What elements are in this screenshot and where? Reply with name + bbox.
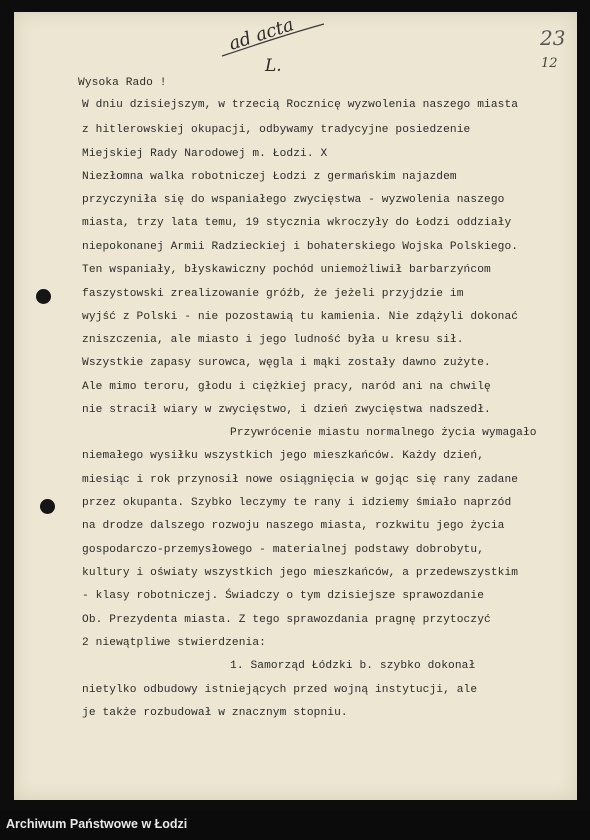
text-line: wyjść z Polski - nie pozostawią tu kamienia. Nie zdążyli dokonać [82,311,519,323]
text-line: - klasy robotniczej. Świadczy o tym dzisiejsze sprawozdanie [82,590,485,602]
text-line: miesiąc i rok przynosił nowe osiągnięcia w gojąc się rany zadane [82,474,519,486]
punch-hole-lower [40,499,55,514]
text-line: Przywrócenie miastu normalnego życia wymagało [230,427,537,439]
handwritten-mark-l: L. [265,56,282,76]
text-line: Wysoka Rado ! [78,77,167,89]
text-line: nie stracił wiary w zwycięstwo, i dzień zwycięstwa nadszedł. [82,404,491,416]
text-line: nietylko odbudowy istniejących przed wojną instytucji, ale [82,684,478,696]
punch-hole-upper [36,289,51,304]
text-line: Wszystkie zapasy surowca, węgla i mąki zostały dawno zużyte. [82,357,491,369]
text-line: Ten wspaniały, błyskawiczny pochód uniemożliwił barbarzyńcom [82,264,491,276]
text-line: niemałego wysiłku wszystkich jego mieszkańców. Każdy dzień, [82,450,485,462]
text-line: zniszczenia, ale miasto i jego ludność była u kresu sił. [82,334,464,346]
text-line: 1. Samorząd Łódzki b. szybko dokonał [230,660,476,672]
text-line: je także rozbudował w znacznym stopniu. [82,707,348,719]
text-line: na drodze dalszego rozwoju naszego miasta, rozkwitu jego życia [82,520,505,532]
text-line: Niezłomna walka robotniczej Łodzi z germańskim najazdem [82,171,457,183]
text-line: 2 niewątpliwe stwierdzenia: [82,637,266,649]
text-line: przez okupanta. Szybko leczymy te rany i idziemy śmiało naprzód [82,497,512,509]
text-line: faszystowski zrealizowanie gróźb, że jeżeli przyjdzie im [82,288,464,300]
ad-acta-underline [218,20,328,60]
text-line: z hitlerowskiej okupacji, odbywamy tradycyjne posiedzenie [82,124,471,136]
text-line: Miejskiej Rady Narodowej m. Łodzi. X [82,148,328,160]
text-line: miasta, trzy lata temu, 19 stycznia wkroczyły do Łodzi oddziały [82,217,512,229]
archive-label: Archiwum Państwowe w Łodzi [6,817,188,831]
text-line: W dniu dzisiejszym, w trzecią Rocznicę wyzwolenia naszego miasta [82,99,519,111]
text-line: Ale mimo teroru, głodu i ciężkiej pracy, naród ani na chwilę [82,381,491,393]
text-line: niepokonanej Armii Radzieckiej i bohaterskiego Wojska Polskiego. [82,241,519,253]
text-line: gospodarczo-przemysłowego - materialnej podstawy dobrobytu, [82,544,485,556]
text-line: Ob. Prezydenta miasta. Z tego sprawozdania pragnę przytoczyć [82,614,491,626]
ad-acta-note: ad acta [226,14,297,55]
folio-number-bottom: 12 [541,56,558,71]
folio-number-top: 23 [540,26,566,50]
archive-footer [0,810,590,840]
text-line: przyczyniła się do wspaniałego zwycięstwa - wyzwolenia naszego [82,194,505,206]
text-line: kultury i oświaty wszystkich jego mieszkańców, a przedewszystkim [82,567,519,579]
